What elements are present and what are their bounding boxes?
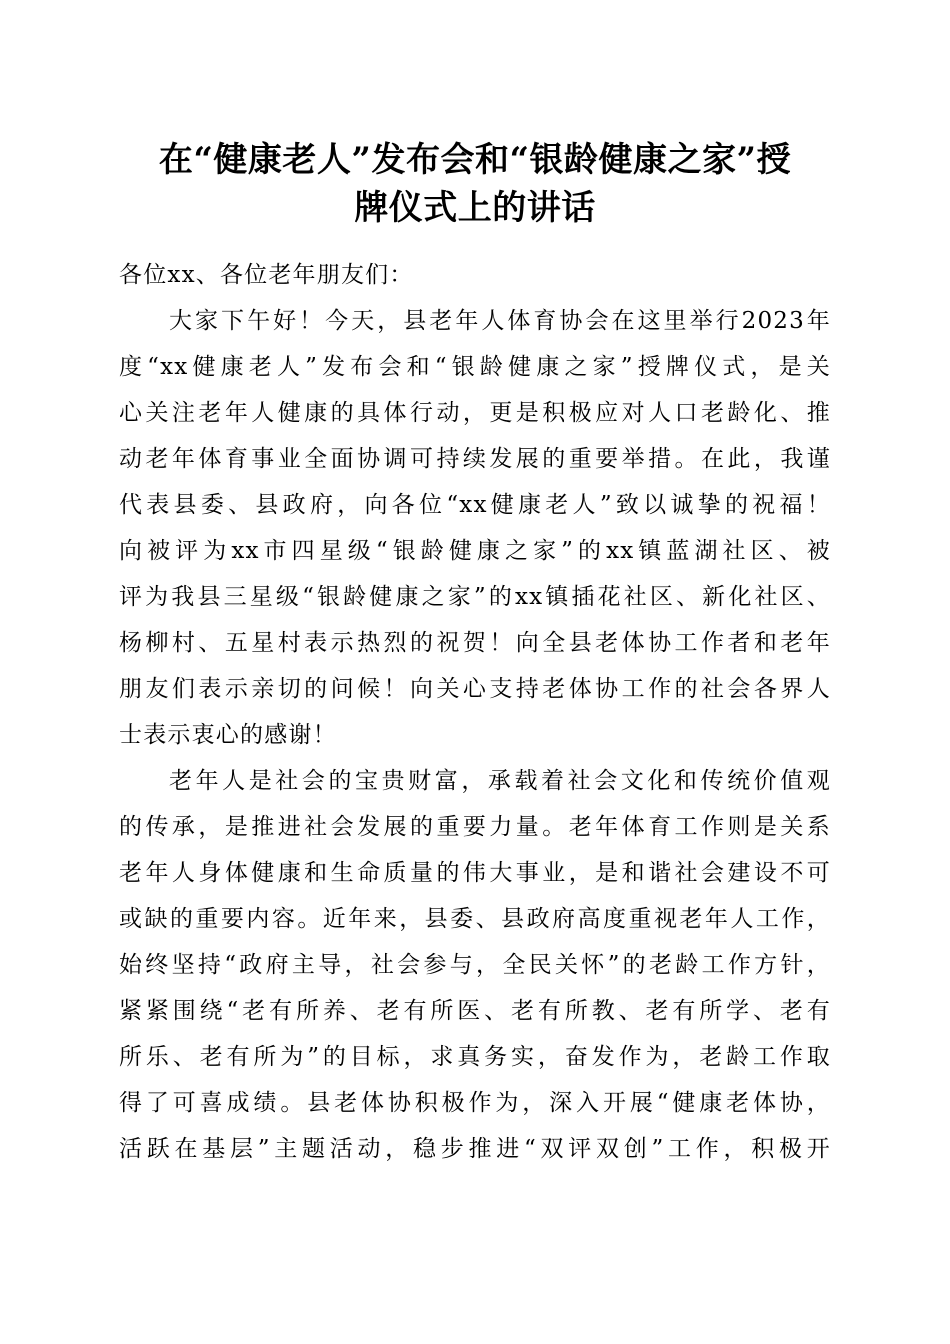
paragraph-2 <box>119 758 831 1172</box>
title-line-1: 在“健康老人”发布会和“银龄健康之家”授 <box>158 140 792 180</box>
paragraph-1 <box>119 298 831 758</box>
paragraph-line: 活跃在基层”主题活动，稳步推进“双评双创”工作，积极开 <box>119 1136 831 1162</box>
paragraph-line: 老年人身体健康和生命质量的伟大事业，是和谐社会建设不可 <box>119 860 831 886</box>
salutation: 各位xx、各位老年朋友们： <box>119 262 414 288</box>
paragraph-line: 的传承，是推进社会发展的重要力量。老年体育工作则是关系 <box>119 814 831 840</box>
paragraph-line: 始终坚持“政府主导，社会参与，全民关怀”的老龄工作方针， <box>119 952 831 978</box>
paragraph-line: 度“xx健康老人”发布会和“银龄健康之家”授牌仪式，是关 <box>119 354 831 380</box>
paragraph-line: 动老年体育事业全面协调可持续发展的重要举措。在此，我谨 <box>119 446 831 472</box>
paragraph-line: 所乐、老有所为”的目标，求真务实，奋发作为，老龄工作取 <box>119 1044 831 1070</box>
document-body <box>119 252 831 1172</box>
paragraph-line: 士表示衷心的感谢！ <box>119 722 337 748</box>
document-title <box>100 136 850 232</box>
paragraph-line: 大家下午好！今天，县老年人体育协会在这里举行2023年 <box>169 308 831 334</box>
paragraph-line: 杨柳村、五星村表示热烈的祝贺！向全县老体协工作者和老年 <box>119 630 831 656</box>
paragraph-line: 向被评为xx市四星级“银龄健康之家”的xx镇蓝湖社区、被 <box>119 538 831 564</box>
paragraph-line: 得了可喜成绩。县老体协积极作为，深入开展“健康老体协， <box>119 1090 831 1116</box>
paragraph-line: 或缺的重要内容。近年来，县委、县政府高度重视老年人工作， <box>119 906 831 932</box>
paragraph-line: 心关注老年人健康的具体行动，更是积极应对人口老龄化、推 <box>119 400 831 426</box>
paragraph-line: 老年人是社会的宝贵财富，承载着社会文化和传统价值观 <box>169 768 831 794</box>
paragraph-line: 朋友们表示亲切的问候！向关心支持老体协工作的社会各界人 <box>119 676 831 702</box>
paragraph-line: 紧紧围绕“老有所养、老有所医、老有所教、老有所学、老有 <box>119 998 831 1024</box>
title-line-2: 牌仪式上的讲话 <box>354 188 596 228</box>
paragraph-line: 代表县委、县政府，向各位“xx健康老人”致以诚挚的祝福！ <box>119 492 831 518</box>
paragraph-line: 评为我县三星级“银龄健康之家”的xx镇插花社区、新化社区、 <box>119 584 831 610</box>
